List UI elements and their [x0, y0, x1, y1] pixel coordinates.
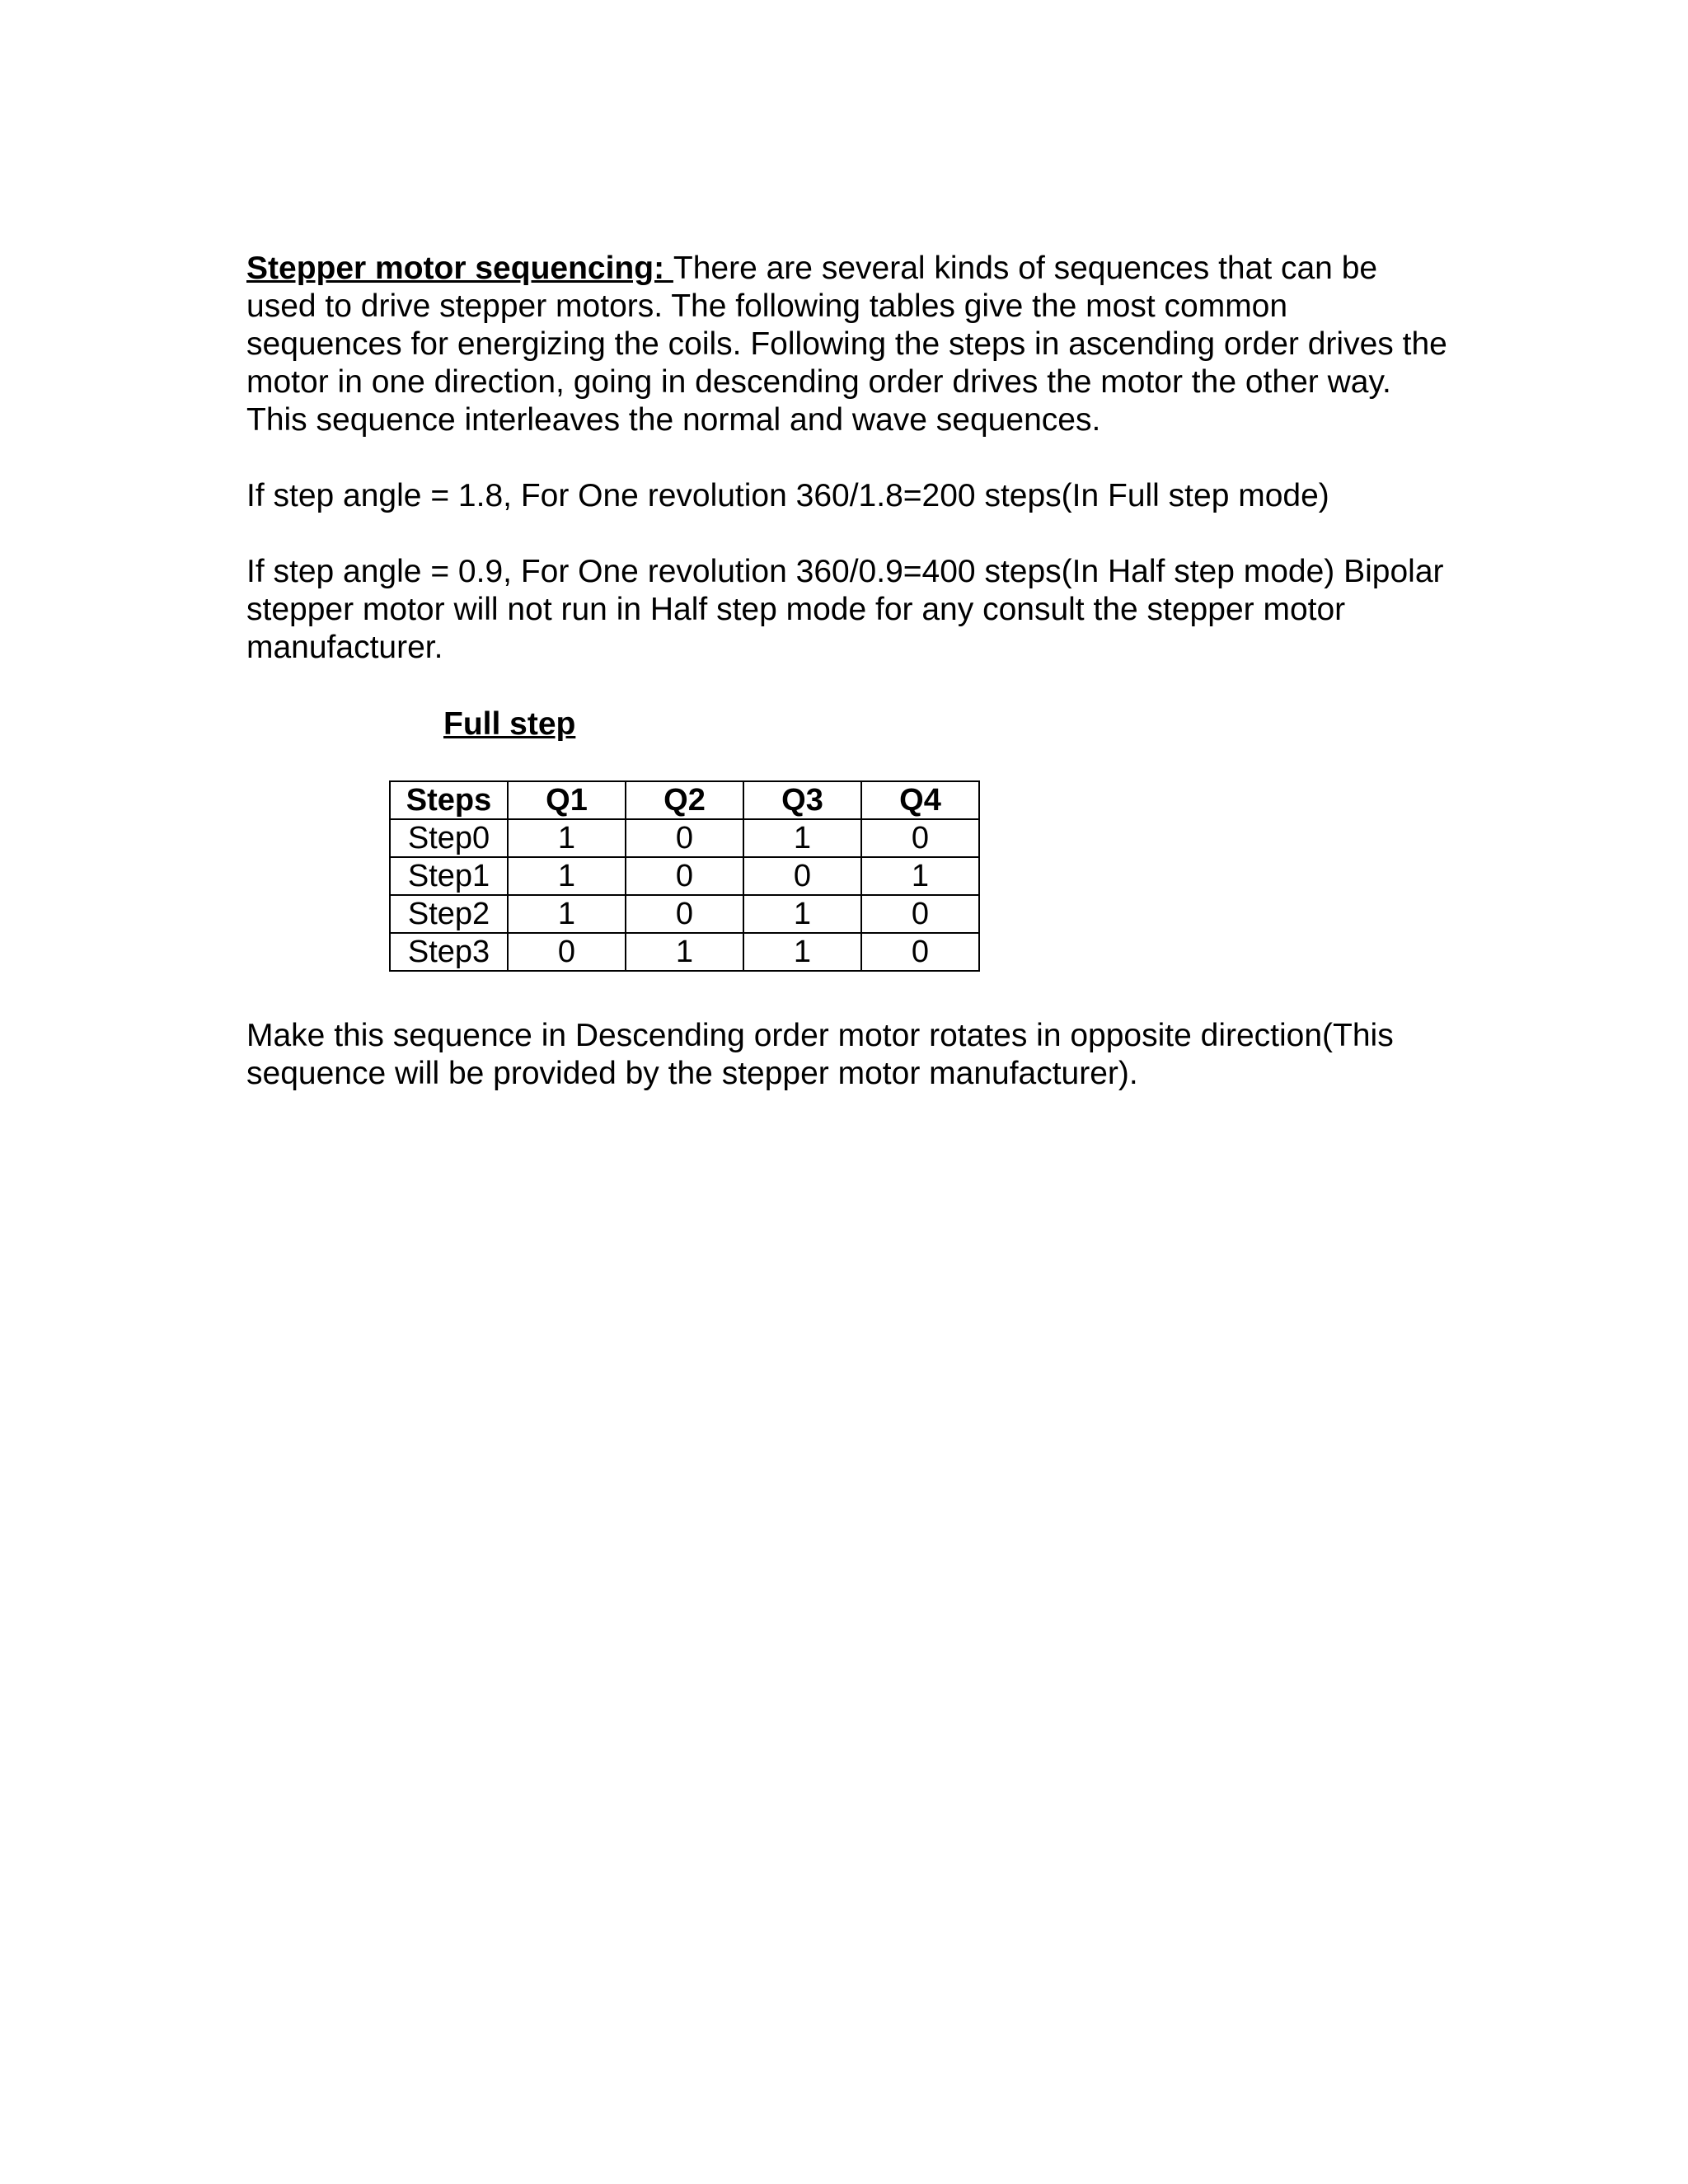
table-cell: 1 — [861, 857, 979, 895]
table-row — [390, 895, 979, 933]
header-cell: Q2 — [626, 781, 743, 819]
table-cell: Step1 — [390, 857, 508, 895]
table-cell: 1 — [508, 895, 626, 933]
half-step-note: If step angle = 0.9, For One revolution 360/0.9=400 steps(In Half step mode) Bipolar stepper motor will not run in Half step mode for any consult the stepper motor manufacturer. — [246, 554, 1444, 665]
header-cell: Q1 — [508, 781, 626, 819]
table-cell: 1 — [508, 857, 626, 895]
table-cell: 0 — [626, 819, 743, 857]
table-cell: 0 — [861, 933, 979, 971]
intro-paragraph — [246, 250, 1450, 439]
header-cell: Q3 — [743, 781, 861, 819]
section-heading: Stepper motor sequencing: — [246, 251, 673, 286]
table-title: Full step — [443, 706, 576, 742]
table-cell: 1 — [508, 819, 626, 857]
footer-note: Make this sequence in Descending order motor rotates in opposite direction(This sequence will be provided by the stepper motor manufacturer). — [246, 1018, 1394, 1091]
table-header-row — [390, 781, 979, 819]
header-cell: Steps — [390, 781, 508, 819]
table-cell: 0 — [626, 895, 743, 933]
table-row — [390, 819, 979, 857]
table-cell: 0 — [626, 857, 743, 895]
intro-text: There are several kinds of sequences that can be used to drive stepper motors. The following tables give the most common sequences for energizing the coils. Following the steps in ascending order drives the motor in one direction, going in descending order drives the motor the other way. This sequence interleaves the normal and wave sequences. — [246, 251, 1447, 438]
table-cell: Step2 — [390, 895, 508, 933]
table-row — [390, 857, 979, 895]
table-cell: 0 — [861, 819, 979, 857]
full-step-note: If step angle = 1.8, For One revolution 360/1.8=200 steps(In Full step mode) — [246, 478, 1329, 513]
table-cell: 0 — [861, 895, 979, 933]
table-cell: 1 — [626, 933, 743, 971]
header-cell: Q4 — [861, 781, 979, 819]
table-cell: 0 — [508, 933, 626, 971]
table-cell: 1 — [743, 933, 861, 971]
table-cell: 0 — [743, 857, 861, 895]
full-step-table — [389, 780, 980, 972]
table-cell: Step3 — [390, 933, 508, 971]
table-cell: 1 — [743, 895, 861, 933]
table-cell: Step0 — [390, 819, 508, 857]
table-row — [390, 933, 979, 971]
table-cell: 1 — [743, 819, 861, 857]
